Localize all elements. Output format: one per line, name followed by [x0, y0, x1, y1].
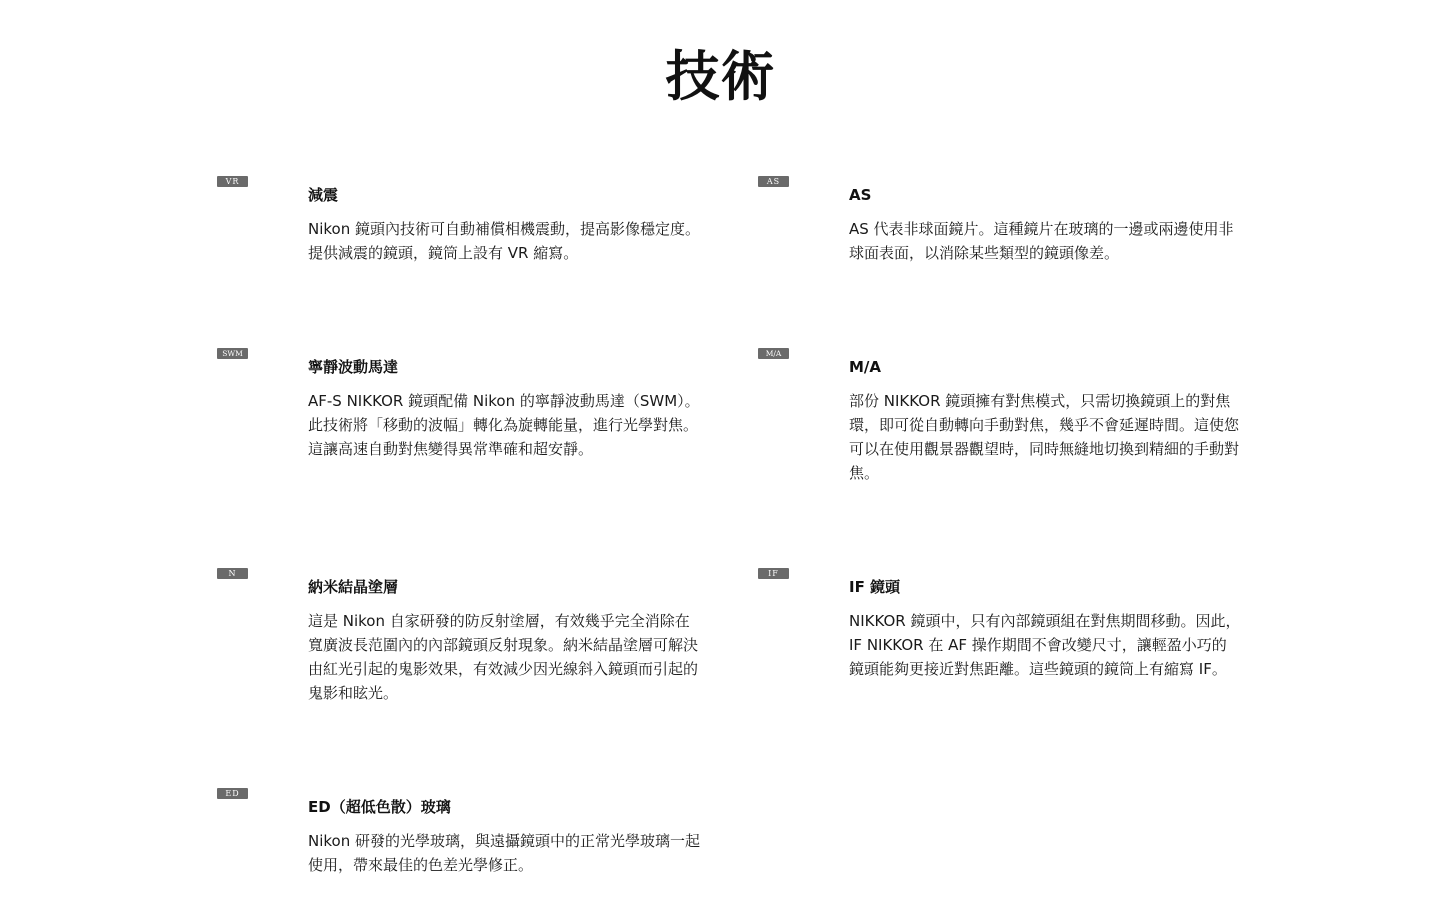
tech-item-title: 寧靜波動馬達: [308, 358, 399, 376]
ma-badge-icon: M/A: [758, 348, 789, 359]
if-badge-icon: IF: [758, 568, 789, 579]
as-badge-icon: AS: [758, 176, 789, 187]
tech-item-title: 減震: [308, 186, 339, 204]
tech-item-description: AS 代表非球面鏡片。這種鏡片在玻璃的一邊或兩邊使用非球面表面，以消除某些類型的鏡頭像差。: [849, 220, 1234, 262]
vr-badge-icon: VR: [217, 176, 248, 187]
tech-item-title: IF 鏡頭: [849, 578, 901, 596]
tech-item-title: M/A: [849, 358, 882, 376]
tech-item-description: NIKKOR 鏡頭中，只有內部鏡頭組在對焦期間移動。因此，IF NIKKOR 在 AF 操作期間不會改變尺寸，讓輕盈小巧的鏡頭能夠更接近對焦距離。這些鏡頭的鏡筒上有縮寫 IF。: [849, 612, 1241, 678]
page-title: 技術: [665, 45, 776, 108]
ed-badge-icon: ED: [217, 788, 248, 799]
tech-item-description: 部份 NIKKOR 鏡頭擁有對焦模式，只需切換鏡頭上的對焦環，即可從自動轉向手動對焦，幾乎不會延遲時間。這使您可以在使用觀景器觀望時，同時無縫地切換到精細的手動對焦。: [849, 392, 1240, 482]
tech-item-description: AF-S NIKKOR 鏡頭配備 Nikon 的寧靜波動馬達（SWM）。此技術將「移動的波幅」轉化為旋轉能量，進行光學對焦。這讓高速自動對焦變得異常準確和超安靜。: [308, 392, 700, 458]
tech-item-description: Nikon 鏡頭內技術可自動補償相機震動，提高影像穩定度。提供減震的鏡頭，鏡筒上設有 VR 縮寫。: [308, 220, 700, 262]
swm-badge-icon: SWM: [217, 348, 248, 359]
tech-item-title: AS: [849, 186, 872, 204]
tech-item-title: 納米結晶塗層: [308, 578, 399, 596]
tech-item-title: ED（超低色散）玻璃: [308, 798, 451, 816]
tech-item-description: Nikon 研發的光學玻璃，與遠攝鏡頭中的正常光學玻璃一起使用，帶來最佳的色差光學修正。: [308, 832, 700, 874]
n-badge-icon: N: [217, 568, 248, 579]
tech-item-description: 這是 Nikon 自家研發的防反射塗層，有效幾乎完全消除在寬廣波長范圍內的內部鏡頭反射現象。納米結晶塗層可解決由紅光引起的鬼影效果，有效減少因光線斜入鏡頭而引起的鬼影和眩光。: [308, 612, 699, 702]
